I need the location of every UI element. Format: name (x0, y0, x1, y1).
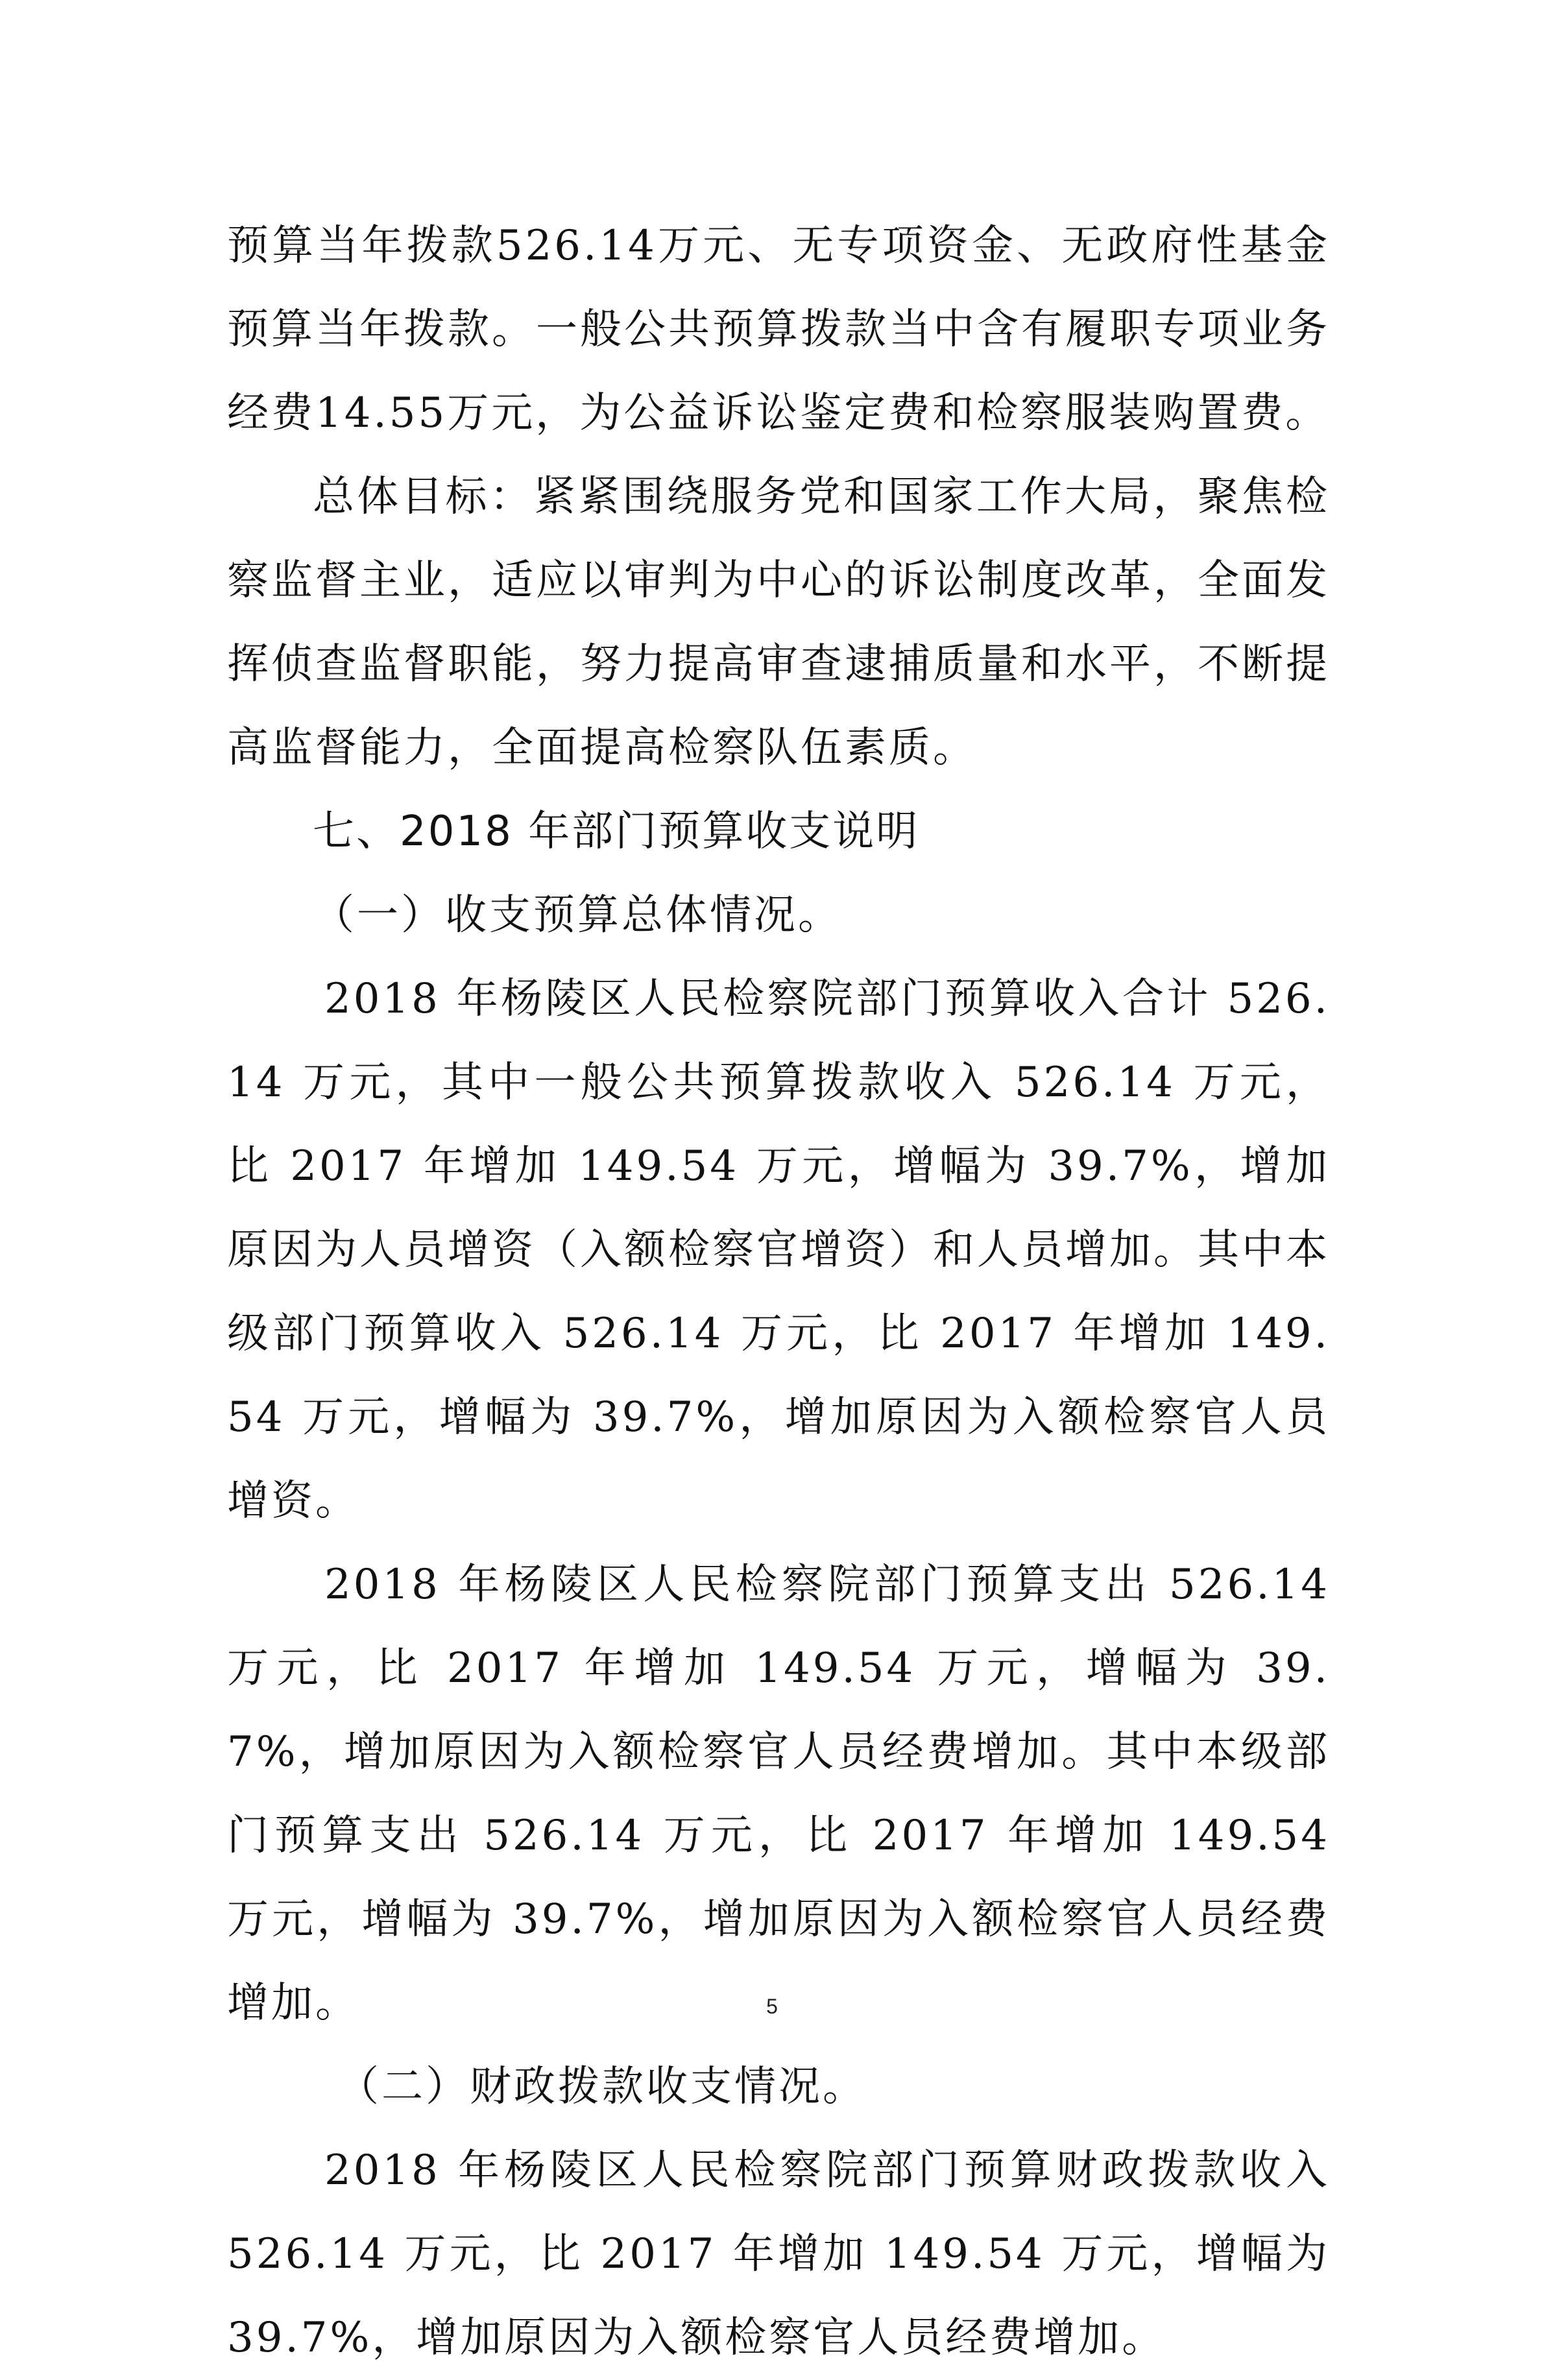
document-body (227, 204, 1330, 2380)
section-heading-7: 七、2018 年部门预算收支说明 (313, 808, 920, 856)
paragraph-budget-continuation: 预算当年拨款526.14万元、无专项资金、无政府性基金预算当年拨款。一般公共预算拨款当中含有履职专项业务经费14.55万元，为公益诉讼鉴定费和检察服装购置费。 (227, 222, 1330, 437)
paragraph-income-summary: 2018 年杨陵区人民检察院部门预算收入合计 526.14 万元，其中一般公共预算拨款收入 526.14 万元，比 2017 年增加 149.54 万元，增幅为 39.7%，增加原因为人员增资（入额检察官增资）和人员增加。其中本级部门预算收入 526.14 万元，比 2017 年增加 149.54 万元，增幅为 39.7%，增加原因为入额检察官人员增资。 (227, 975, 1330, 1525)
paragraph-fiscal-appropriation: 2018 年杨陵区人民检察院部门预算财政拨款收入 526.14 万元，比 2017 年增加 149.54 万元，增幅为 39.7%，增加原因为入额检察官人员经费增加。 (227, 2146, 1330, 2362)
paragraph-overall-goal: 总体目标：紧紧围绕服务党和国家工作大局，聚焦检察监督主业，适应以审判为中心的诉讼制度改革，全面发挥侦查监督职能，努力提高审查逮捕质量和水平，不断提高监督能力，全面提高检察队伍素质。 (227, 473, 1330, 772)
paragraph-expenditure-summary: 2018 年杨陵区人民检察院部门预算支出 526.14 万元，比 2017 年增加 149.54 万元，增幅为 39.7%，增加原因为入额检察官人员经费增加。其中本级部门预算支出 526.14 万元，比 2017 年增加 149.54 万元，增幅为 39.7%，增加原因为入额检察官人员经费增加。 (227, 1561, 1330, 2027)
subsection-heading-1: （一）收支预算总体情况。 (313, 891, 842, 939)
page-number: 5 (766, 1995, 778, 2018)
subsection-heading-2: （二）财政拨款收支情况。 (337, 2063, 867, 2111)
